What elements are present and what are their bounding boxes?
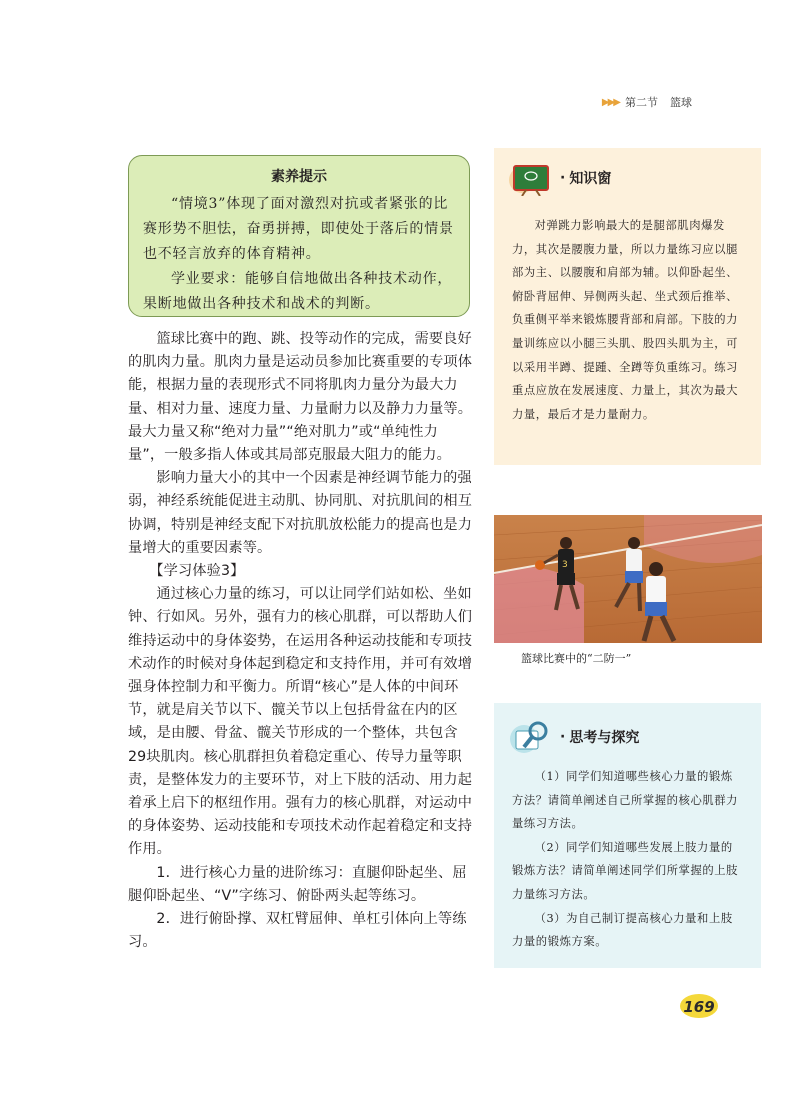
jersey-number: 3 xyxy=(562,560,568,570)
question-item: （3）为自己制订提高核心力量和上肢力量的锻炼方案。 xyxy=(512,911,733,949)
tip-paragraph: 学业要求：能够自信地做出各种技术动作，果断地做出各种技术和战术的判断。 xyxy=(143,271,453,312)
body-paragraph: 篮球比赛中的跑、跳、投等动作的完成，需要良好的肌肉力量。肌肉力量是运动员参加比赛重要的专项体能，根据力量的表现形式不同将肌肉力量分为最大力量、相对力量、速度力量、力量耐力以及静力力量等。最大力量又称“绝对力量”“绝对肌力”或“单纯性力量”，一般多指人体或其局部克服最大阻力的能力。 xyxy=(128,331,473,464)
question-item: （2）同学们知道哪些发展上肢力量的锻炼方法？请简单阐述同学们所掌握的上肢力量练习方法。 xyxy=(512,840,739,901)
tip-title: 素养提示 xyxy=(271,169,327,185)
literacy-tip-box xyxy=(128,155,470,317)
body-paragraph: 通过核心力量的练习，可以让同学们站如松、坐如钟、行如风。另外，强有力的核心肌群，可以帮助人们维持运动中的身体姿势，在运用各种运动技能和专项技术动作的时候对身体起到稳定和支持作用，并可有效增强身体控制力和平衡力。所谓“核心”是人体的中间环节，就是肩关节以下、髋关节以上包括骨盆在内的区域，是由腰、骨盆、髋关节形成的一个整体，共包含29块肌肉。核心肌群担负着稳定重心、传导力量等职责，是整体发力的主要环节，对上下肢的活动、用力起着承上启下的枢纽作用。强有力的核心肌群，对运动中的身体姿势、运动技能和专项技术动作起着稳定和支持作用。 xyxy=(128,586,473,858)
header-section: 第二节 xyxy=(625,96,658,109)
exercise-item: 2．进行俯卧撑、双杠臂屈伸、单杠引体向上等练习。 xyxy=(128,911,467,951)
section-heading: 【学习体验3】 xyxy=(149,563,245,580)
knowledge-window-panel xyxy=(494,148,761,465)
blackboard-icon xyxy=(508,160,554,196)
think-questions xyxy=(512,765,744,954)
exercise-item: 1．进行核心力量的进阶练习：直腿仰卧起坐、屈腿仰卧起坐、“V”字练习、俯卧两头起等练习。 xyxy=(128,864,467,904)
page-number: 169 xyxy=(683,998,715,1016)
body-paragraph: 影响力量大小的其中一个因素是神经调节能力的强弱，神经系统能促进主动肌、协同肌、对抗肌间的相互协调，特别是神经支配下对抗肌放松能力的提高也是力量增大的重要因素等。 xyxy=(128,470,473,556)
running-header xyxy=(602,94,692,110)
photo-caption: 篮球比赛中的“二防一” xyxy=(521,652,632,665)
knowledge-window-title: · 知识窗 xyxy=(508,160,611,196)
basketball-icon xyxy=(535,560,545,570)
think-explore-title: · 思考与探究 xyxy=(508,717,639,757)
knowledge-paragraph: 对弹跳力影响最大的是腿部肌肉爆发力，其次是腰腹力量，所以力量练习应以腿部为主、以腰腹和肩部为辅。以仰卧起坐、俯卧背屈伸、异侧两头起、坐式颈后推举、负重侧平举来锻炼腰背部和肩部。下肢的力量训练应以小腿三头肌、股四头肌为主，可以采用半蹲、提踵、全蹲等负重练习。练习重点应放在发展速度、力量上，其次为最大力量，最后才是力量耐力。 xyxy=(512,219,739,421)
magnifier-icon xyxy=(508,717,554,757)
question-item: （1）同学们知道哪些核心力量的锻炼方法？请简单阐述自己所掌握的核心肌群力量练习方法。 xyxy=(512,770,739,831)
main-text xyxy=(128,328,473,954)
page-number-badge xyxy=(679,993,719,1019)
tip-paragraph: “情境3”体现了面对激烈对抗或者紧张的比赛形势不胆怯，奋勇拼搏，即使处于落后的情景也不轻言放弃的体育精神。 xyxy=(143,196,454,262)
knowledge-title-text: 知识窗 xyxy=(569,171,612,187)
header-topic: 篮球 xyxy=(670,96,692,109)
think-explore-panel xyxy=(494,703,761,968)
knowledge-text xyxy=(512,214,744,426)
arrow-icon: ▶▶▶ xyxy=(601,96,619,108)
basketball-photo xyxy=(494,515,762,643)
think-title-text: 思考与探究 xyxy=(569,730,640,746)
